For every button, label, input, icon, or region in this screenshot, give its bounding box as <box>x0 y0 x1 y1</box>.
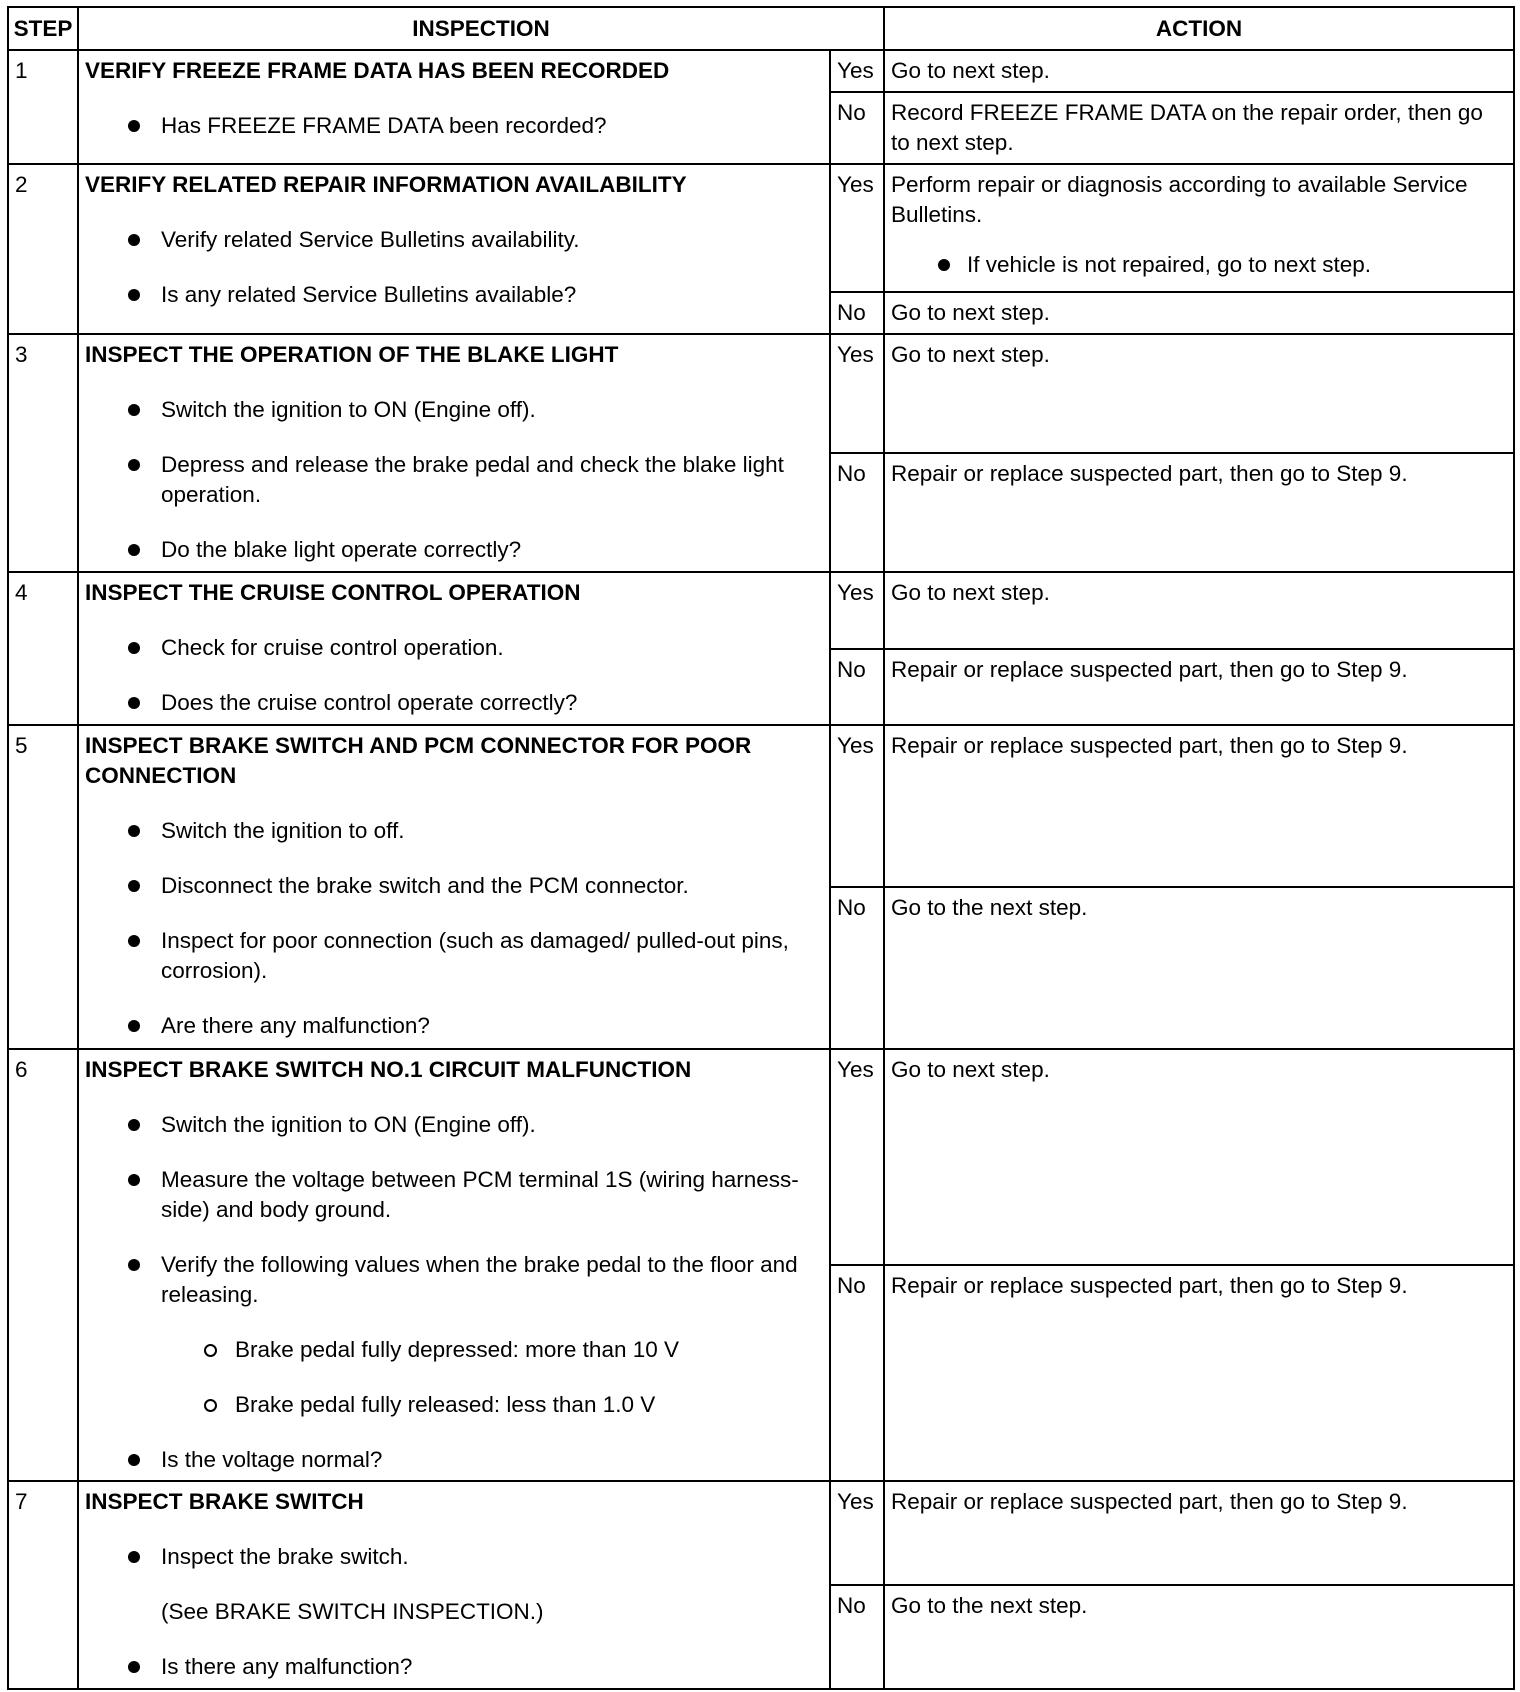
yes-label: Yes <box>830 725 884 887</box>
step-title: VERIFY RELATED REPAIR INFORMATION AVAILABILITY <box>85 172 687 197</box>
circle-bullet-icon <box>204 1344 217 1357</box>
inspection-bullet: Are there any malfunction? <box>85 1011 823 1041</box>
step-title: INSPECT BRAKE SWITCH <box>85 1489 364 1514</box>
step-title: VERIFY FREEZE FRAME DATA HAS BEEN RECORDED <box>85 58 670 83</box>
header-action: ACTION <box>884 7 1514 50</box>
table-header-row <box>8 7 1514 50</box>
inspection-sub-bullet: Brake pedal fully released: less than 1.0 V <box>85 1390 823 1420</box>
inspection-bullet: Verify the following values when the brake pedal to the floor and releasing. <box>85 1250 823 1310</box>
inspection-bullet: Does the cruise control operate correctly? <box>85 688 823 718</box>
no-action: Repair or replace suspected part, then go to Step 9. <box>884 1265 1514 1481</box>
header-inspection: INSPECTION <box>78 7 884 50</box>
yes-action: Go to next step. <box>884 50 1514 92</box>
inspection-bullet: Is the voltage normal? <box>85 1445 823 1475</box>
inspection-bullet: Is there any malfunction? <box>85 1652 823 1682</box>
yes-action: Repair or replace suspected part, then go to Step 9. <box>884 725 1514 887</box>
bullet-icon <box>128 1174 140 1186</box>
no-label: No <box>830 453 884 572</box>
yes-action: Repair or replace suspected part, then go to Step 9. <box>884 1481 1514 1585</box>
bullet-icon <box>128 1661 140 1673</box>
step-number: 4 <box>8 572 78 725</box>
inspection-sub-bullet: Brake pedal fully depressed: more than 10 V <box>85 1335 823 1365</box>
bullet-icon <box>128 880 140 892</box>
bullet-icon <box>128 697 140 709</box>
no-label: No <box>830 649 884 725</box>
step-title: INSPECT THE OPERATION OF THE BLAKE LIGHT <box>85 342 619 367</box>
yes-action-cell <box>884 164 1514 292</box>
yes-action: Go to next step. <box>884 1049 1514 1265</box>
no-label: No <box>830 887 884 1049</box>
inspection-bullet: Verify related Service Bulletins availability. <box>85 225 823 255</box>
step-inspection-cell <box>78 1481 830 1689</box>
no-action: Go to the next step. <box>884 1585 1514 1689</box>
step-inspection-cell <box>78 334 830 572</box>
no-label: No <box>830 92 884 164</box>
step-2-yes-row <box>8 164 1514 292</box>
no-label: No <box>830 292 884 334</box>
yes-label: Yes <box>830 1049 884 1265</box>
inspection-bullet: Measure the voltage between PCM terminal 1S (wiring harness-side) and body ground. <box>85 1165 823 1225</box>
header-step: STEP <box>8 7 78 50</box>
bullet-icon <box>128 1119 140 1131</box>
inspection-bullet: Is any related Service Bulletins available? <box>85 280 823 310</box>
yes-action: Go to next step. <box>884 572 1514 649</box>
inspection-bullet: Has FREEZE FRAME DATA been recorded? <box>85 111 823 141</box>
bullet-icon <box>128 459 140 471</box>
step-4-yes-row <box>8 572 1514 649</box>
bullet-icon <box>128 1454 140 1466</box>
step-6-yes-row <box>8 1049 1514 1265</box>
step-number: 3 <box>8 334 78 572</box>
bullet-icon <box>128 1551 140 1563</box>
no-action: Repair or replace suspected part, then go to Step 9. <box>884 649 1514 725</box>
step-inspection-cell <box>78 1049 830 1481</box>
bullet-icon <box>128 544 140 556</box>
step-number: 2 <box>8 164 78 334</box>
yes-action: Perform repair or diagnosis according to available Service Bulletins. <box>891 172 1468 227</box>
step-number: 1 <box>8 50 78 164</box>
action-bullet: If vehicle is not repaired, go to next step. <box>891 250 1507 280</box>
bullet-icon <box>128 120 140 132</box>
inspection-bullet: Depress and release the brake pedal and check the blake light operation. <box>85 450 823 510</box>
step-title: INSPECT BRAKE SWITCH NO.1 CIRCUIT MALFUNCTION <box>85 1057 692 1082</box>
step-inspection-cell <box>78 725 830 1049</box>
bullet-icon <box>128 1259 140 1271</box>
inspection-bullet: Switch the ignition to off. <box>85 816 823 846</box>
no-label: No <box>830 1265 884 1481</box>
no-action: Record FREEZE FRAME DATA on the repair order, then go to next step. <box>884 92 1514 164</box>
inspection-bullet: Switch the ignition to ON (Engine off). <box>85 1110 823 1140</box>
yes-label: Yes <box>830 1481 884 1585</box>
yes-label: Yes <box>830 50 884 92</box>
inspection-bullet: Inspect for poor connection (such as damaged/ pulled-out pins, corrosion). <box>85 926 823 986</box>
inspection-bullet: Do the blake light operate correctly? <box>85 535 823 565</box>
inspection-note: (See BRAKE SWITCH INSPECTION.) <box>161 1599 544 1624</box>
bullet-icon <box>128 404 140 416</box>
bullet-icon <box>938 259 950 271</box>
yes-action: Go to next step. <box>884 334 1514 453</box>
yes-label: Yes <box>830 164 884 292</box>
no-label: No <box>830 1585 884 1689</box>
step-5-yes-row <box>8 725 1514 887</box>
step-title: INSPECT THE CRUISE CONTROL OPERATION <box>85 580 581 605</box>
no-action: Go to next step. <box>884 292 1514 334</box>
bullet-icon <box>128 289 140 301</box>
step-number: 7 <box>8 1481 78 1689</box>
bullet-icon <box>128 1020 140 1032</box>
diagnostic-procedure-table <box>7 6 1515 1690</box>
inspection-bullet: Inspect the brake switch. <box>85 1542 823 1572</box>
bullet-icon <box>128 935 140 947</box>
step-number: 6 <box>8 1049 78 1481</box>
inspection-bullet: Check for cruise control operation. <box>85 633 823 663</box>
step-number: 5 <box>8 725 78 1049</box>
no-action: Repair or replace suspected part, then go to Step 9. <box>884 453 1514 572</box>
circle-bullet-icon <box>204 1399 217 1412</box>
bullet-icon <box>128 642 140 654</box>
bullet-icon <box>128 825 140 837</box>
yes-label: Yes <box>830 572 884 649</box>
no-action: Go to the next step. <box>884 887 1514 1049</box>
step-3-yes-row <box>8 334 1514 453</box>
step-inspection-cell <box>78 164 830 334</box>
step-7-yes-row <box>8 1481 1514 1585</box>
yes-label: Yes <box>830 334 884 453</box>
step-inspection-cell <box>78 50 830 164</box>
inspection-bullet: Switch the ignition to ON (Engine off). <box>85 395 823 425</box>
step-title: INSPECT BRAKE SWITCH AND PCM CONNECTOR FOR POOR CONNECTION <box>85 733 752 788</box>
step-1-yes-row <box>8 50 1514 92</box>
inspection-bullet: Disconnect the brake switch and the PCM connector. <box>85 871 823 901</box>
bullet-icon <box>128 234 140 246</box>
step-inspection-cell <box>78 572 830 725</box>
